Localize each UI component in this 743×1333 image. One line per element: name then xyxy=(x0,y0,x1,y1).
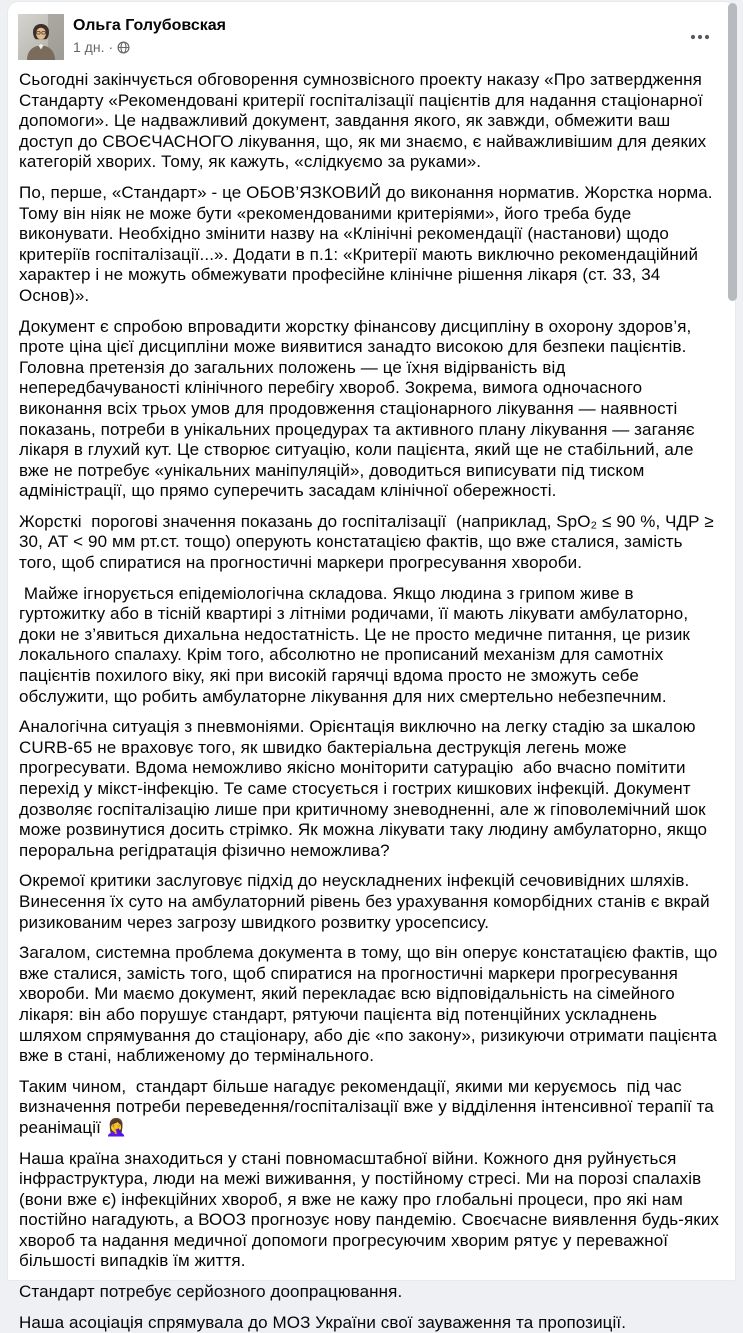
globe-icon xyxy=(117,41,130,54)
author-name[interactable]: Ольга Голубовская xyxy=(73,17,226,34)
post-paragraph: По, перше, «Стандарт» - це ОБОВ’ЯЗКОВИЙ до виконання норматив. Жорстка норма. Тому він ніяк не може бути «рекомендованими критеріями», його треба буде виконувати. Необхідно змінити назву на «Клінічні рекомендації (настанови) щодо критеріїв госпіталізації...». Додати в п.1: «Критерії мають виключно рекомендаційний характер і не можуть обмежувати професійне клінічне рішення лікаря (ст. 33, 34 Основ)». xyxy=(19,182,718,305)
post-options-button[interactable] xyxy=(683,20,717,54)
post-paragraph: Аналогічна ситуація з пневмоніями. Орієнтація виключно на легку стадію за шкалою CURB-65 не враховує того, як швидко бактеріальна деструкція легень може прогресувати. Вдома неможливо якісно моніторити сатурацію або вчасно помітити перехід у мікст-інфекцію. Те саме стосується і гострих кишкових інфекцій. Документ дозволяє госпіталізацію лише при критичному зневодненні, але ж гіповолемічний шок може розвинутися досить стрімко. Як можна лікувати таку людину амбулаторно, якщо пероральна регідратація фізично неможлива? xyxy=(19,717,712,860)
post-paragraph: Загалом, системна проблема документа в тому, що він оперує констатацією фактів, що вже сталися, замість того, щоб спиратися на прогностичні маркери прогресування хвороби. Ми маємо документ, який перекладає всю відповідальність на сімейного лікаря: він або порушує стандарт, рятуючи пацієнта від потенційних ускладнень шляхом спрямування до стаціонару, або діє «по закону», ризикуючи отримати пацієнта вже в стані, наближеному до термінального. xyxy=(19,943,723,1066)
post-card xyxy=(8,2,735,1332)
post-paragraph: Документ є спробою впровадити жорстку фінансову дисципліну в охорону здоров’я, проте ціна цієї дисципліни може виявитися занадто високою для безпеки пацієнтів. Головна претензія до загальних положень — це їхня відірваність від непередбачуваності клінічного перебігу хвороб. Зокрема, вимога одночасного виконання всіх трьох умов для продовження стаціонарного лікування — наявності показань, потреби в унікальних процедурах та активного плану лікування — заганяє лікаря в глухий кут. Це створює ситуацію, коли пацієнта, який ще не стабільний, але вже не потребує «унікальних маніпуляцій», доводиться виписувати під тиском адміністрації, що прямо суперечить засадам клінічної обережності. xyxy=(19,316,700,501)
avatar-photo xyxy=(18,14,64,60)
post-header-text xyxy=(73,14,683,56)
avatar[interactable] xyxy=(18,14,64,60)
post-paragraph: Окремої критики заслуговує підхід до неускладнених інфекцій сечовивідних шляхів. Винесення їх суто на амбулаторний рівень без урахування коморбідних станів є вкрай ризикованим через загрозу швидкого розвитку уросепсису. xyxy=(19,871,715,932)
scrollbar-thumb[interactable] xyxy=(728,3,737,301)
ellipsis-icon xyxy=(689,26,711,48)
post-paragraph: Жорсткі порогові значення показань до госпіталізації (наприклад, SpO₂ ≤ 90 %, ЧДР ≥ 30, АТ < 90 мм рт.ст. тощо) оперують констатацією фактів, що вже сталися, замість того, щоб спиратися на прогностичні маркери прогресування хвороби. xyxy=(19,511,719,573)
timestamp[interactable]: 1 дн. xyxy=(73,39,105,55)
post-text xyxy=(8,64,735,1333)
post-paragraph: Наша країна знаходиться у стані повномасштабної війни. Кожного дня руйнується інфраструктура, люди на межі виживання, у постійному стресі. Ми на порозі спалахів (вони вже є) інфекційних хвороб, я вже не кажу про глобальні процеси, про які нам постійно нагадують, а ВООЗ прогнозує нову пандемію. Своєчасне виявлення будь-яких хвороб та надання медичної допомоги прогресуючим хворим рятує у переважної більшості випадків їм життя. xyxy=(19,1148,724,1271)
post-paragraph: Сьогодні закінчується обговорення сумнозвісного проекту наказу «Про затвердження Стандарту «Рекомендовані критерії госпіталізації пацієнтів для надання стаціонарної допомоги». Це надважливий документ, завдання якого, як завжди, обмежити ваш доступ до СВОЄЧАСНОГО лікування, що, як ми знаємо, є найважливішим для деяких категорій хворих. Тому, як кажуть, «слідкуємо за руками». xyxy=(19,70,712,172)
post-paragraph: Майже ігнорується епідеміологічна складова. Якщо людина з грипом живе в гуртожитку або в тісній квартирі з літніми родичами, її мають лікувати амбулаторно, доки не з’явиться дихальна недостатність. Це не просто медичне питання, це ризик локального спалаху. Крім того, абсолютно не прописаний механізм для самотніх пацієнтів похилого віку, які при високій гарячці вдома просто не зможуть себе обслужити, що робить амбулаторне лікування для них смертельно небезпечним. xyxy=(19,583,695,706)
post-paragraph: Таким чином, стандарт більше нагадує рекомендації, якими ми керуємось під час визначення потреби переведення/госпіталізації вже у відділення інтенсивної терапії та реанімації 🤦‍♀️ xyxy=(19,1076,719,1137)
post-header xyxy=(8,2,735,64)
post-paragraph: Наша асоціація спрямувала до МОЗ України свої зауваження та пропозиції. xyxy=(19,1312,627,1332)
post-meta xyxy=(73,38,683,56)
meta-separator: · xyxy=(108,39,114,55)
post-paragraph: Стандарт потребує серйозного доопрацювання. xyxy=(19,1282,403,1302)
